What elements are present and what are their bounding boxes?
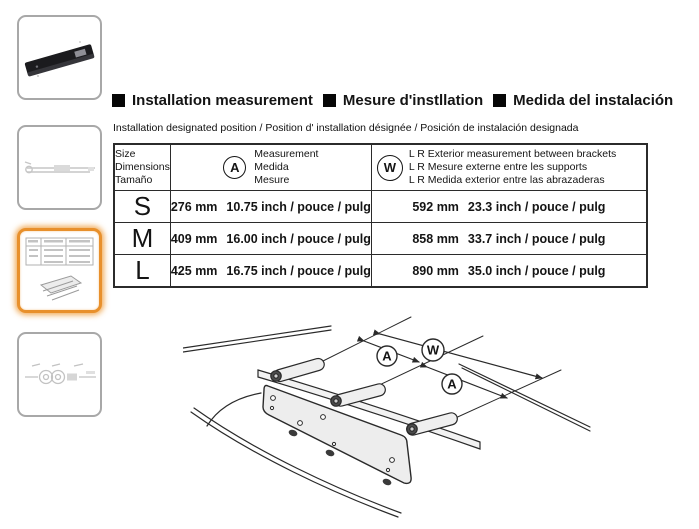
- panel-hole: [321, 415, 326, 420]
- circled-a-symbol: A: [223, 156, 246, 179]
- parts-sketch-icon: [20, 335, 99, 414]
- w-measurement-value: [371, 191, 647, 223]
- panel-hole: [386, 468, 389, 471]
- bracket-clamp: [331, 396, 341, 406]
- dimension-label-a1: [377, 346, 397, 366]
- a-inch-value: 16.75 inch / pouce / pulg: [226, 263, 371, 278]
- panel-foot: [325, 449, 336, 458]
- a-header-cell: [170, 144, 371, 191]
- w-header-line: L R Mesure externe entre les supports: [408, 161, 588, 173]
- panel-foot: [382, 478, 393, 487]
- extension-line: [451, 370, 561, 420]
- panel-hole: [332, 442, 335, 445]
- dimension-label-w: [422, 339, 444, 361]
- header-item-es: [493, 92, 673, 109]
- installation-measurement-icon: [21, 232, 98, 309]
- svg-text:A: A: [447, 376, 457, 392]
- measurement-table: [113, 143, 648, 288]
- w-inch-value: 35.0 inch / pouce / pulg: [467, 263, 606, 278]
- dimension-label-a2: [442, 374, 462, 394]
- w-measurement-value: [371, 223, 647, 255]
- a-mm-value: 276 mm: [170, 199, 218, 214]
- svg-text:A: A: [382, 348, 392, 364]
- bracket-clamp: [407, 424, 417, 434]
- a-measurement-value: [170, 255, 371, 288]
- w-inch-value: 33.7 inch / pouce / pulg: [467, 231, 606, 246]
- roof-edge-line: [183, 330, 331, 352]
- black-square-bullet-icon: [493, 94, 506, 107]
- roof-corner-curve: [207, 393, 261, 426]
- thumbnail-parts-sketch[interactable]: [17, 332, 102, 417]
- table-header-row: [114, 144, 647, 191]
- designated-position-subtitle: Installation designated position / Position d' installation désignée / Posición de instalación designada: [113, 122, 579, 134]
- a-mm-value: 425 mm: [170, 263, 218, 278]
- installation-diagram: [183, 296, 595, 524]
- w-header-cell: [371, 144, 647, 191]
- w-mm-value: 890 mm: [412, 263, 459, 278]
- a-header-line: Mesure: [254, 174, 290, 186]
- circled-w-symbol: W: [377, 155, 403, 181]
- a-inch-value: 16.00 inch / pouce / pulg: [226, 231, 371, 246]
- w-header-line: L R Exterior measurement between brackets: [408, 148, 617, 160]
- size-value: M: [114, 223, 170, 255]
- size-header-line: Dimensions: [115, 161, 170, 173]
- roof-edge-line: [183, 326, 331, 348]
- w-mm-value: 858 mm: [412, 231, 459, 246]
- dimension-line-a2: [427, 367, 507, 398]
- size-header-line: Tamaño: [115, 174, 153, 186]
- table-row-size-s: [114, 191, 647, 223]
- table-row-size-m: [114, 223, 647, 255]
- roof-deflector-drawing: [183, 296, 595, 524]
- size-value: L: [114, 255, 170, 288]
- size-header-cell: [114, 144, 170, 191]
- a-header-line: Medida: [254, 161, 289, 173]
- a-mm-value: 409 mm: [170, 231, 218, 246]
- thumbnail-product-photo[interactable]: [17, 15, 102, 100]
- thumbnail-profile-sketch[interactable]: [17, 125, 102, 210]
- a-measurement-value: [170, 191, 371, 223]
- section-header: [112, 92, 673, 109]
- black-square-bullet-icon: [112, 94, 125, 107]
- w-inch-value: 23.3 inch / pouce / pulg: [467, 199, 606, 214]
- header-title-en: Installation measurement: [132, 92, 313, 109]
- bracket-clamp: [271, 371, 281, 381]
- header-item-fr: [323, 92, 483, 109]
- panel-hole: [298, 421, 303, 426]
- black-square-bullet-icon: [323, 94, 336, 107]
- profile-sketch-icon: [20, 128, 99, 207]
- w-mm-value: 592 mm: [412, 199, 459, 214]
- a-header-line: Measurement: [254, 148, 319, 160]
- deflector-photo-icon: [20, 18, 99, 97]
- panel-hole: [271, 396, 276, 401]
- svg-text:W: W: [426, 342, 440, 358]
- size-header-line: Size: [115, 148, 136, 160]
- header-title-es: Medida del instalación: [513, 92, 674, 109]
- a-inch-value: 10.75 inch / pouce / pulg: [226, 199, 371, 214]
- thumbnail-installation-measurement[interactable]: [17, 228, 102, 313]
- header-title-fr: Mesure d'instllation: [342, 92, 484, 109]
- w-measurement-value: [371, 255, 647, 288]
- panel-foot: [288, 429, 299, 438]
- roof-edge-line: [462, 368, 590, 431]
- table-row-size-l: [114, 255, 647, 288]
- size-value: S: [114, 191, 170, 223]
- panel-hole: [270, 406, 273, 409]
- panel-hole: [390, 458, 395, 463]
- w-header-line: L R Medida exterior entre las abrazaderas: [408, 174, 605, 186]
- header-item-en: [112, 92, 313, 109]
- a-measurement-value: [170, 223, 371, 255]
